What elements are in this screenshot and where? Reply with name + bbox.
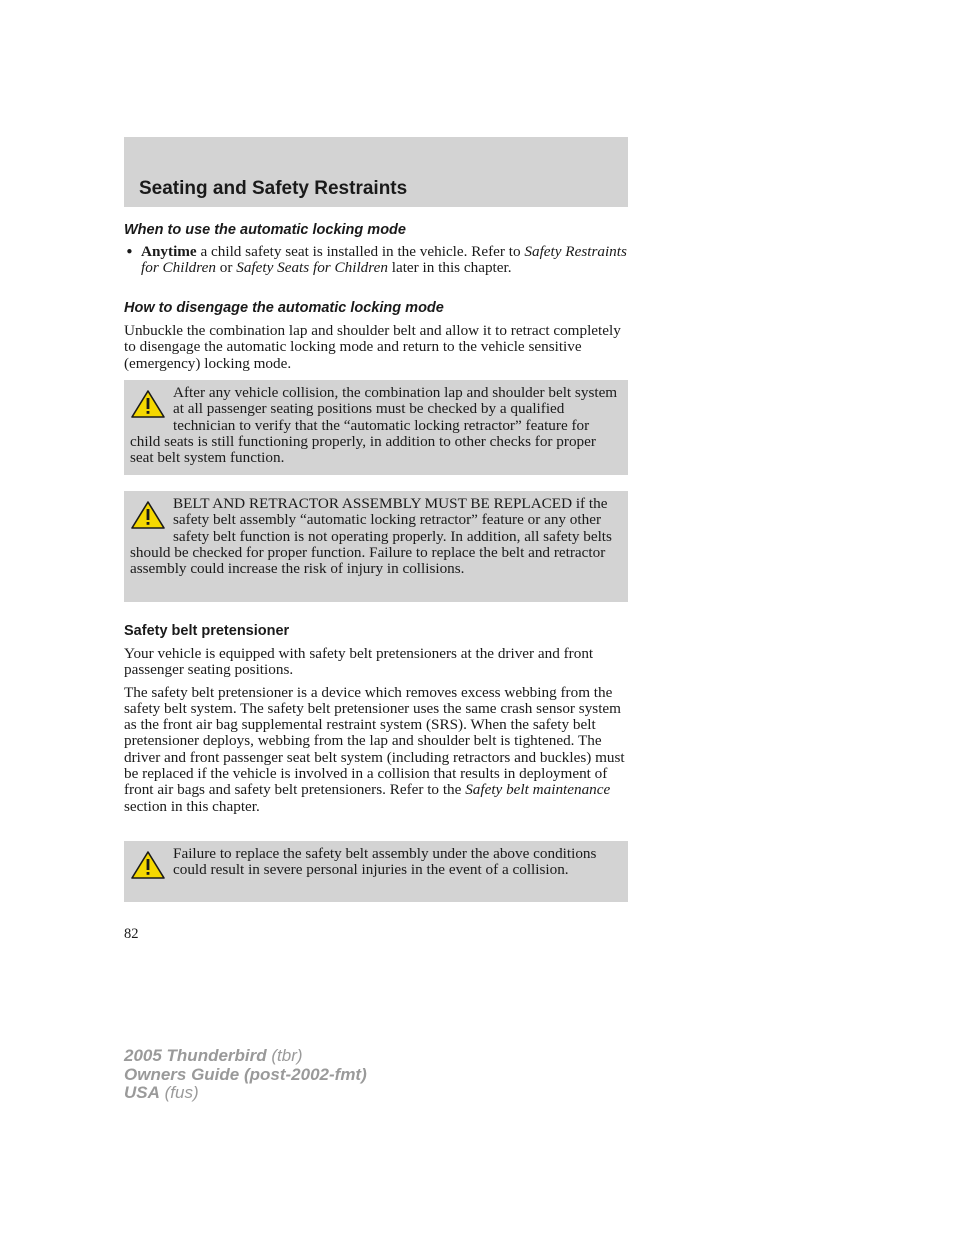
page-title: Seating and Safety Restraints	[139, 178, 408, 199]
warning-box	[124, 491, 628, 602]
footer-line: Owners Guide (post-2002-fmt)	[124, 1064, 367, 1084]
footer-line: 2005 Thunderbird (tbr)	[124, 1046, 303, 1065]
bullet-icon: •	[125, 243, 134, 261]
page-number: 82	[124, 926, 139, 942]
cross-reference: Safety belt maintenance	[465, 781, 611, 799]
paragraph: Unbuckle the combination lap and shoulder belt and allow it to retract completely to disengage the automatic locking mode and return to the vehicle sensitive (emergency) locking mode.	[124, 322, 621, 372]
bullet-lead: Anytime	[141, 243, 197, 260]
list-item	[124, 244, 628, 277]
warning-text: Failure to replace the safety belt assembly under the above conditions could result in severe personal injuries in the event of a collision.	[173, 845, 597, 879]
bullet-text: Anytime a child safety seat is installed in the vehicle. Refer to Safety Restraints for Children or Safety Seats for Children later in this chapter.	[141, 243, 627, 277]
section-header-band	[124, 137, 628, 207]
warning-box	[124, 380, 628, 475]
warning-box	[124, 841, 628, 902]
warning-triangle-icon	[130, 850, 166, 880]
warning-text: BELT AND RETRACTOR ASSEMBLY MUST BE REPLACED if the safety belt assembly “automatic locking retractor” feature or any other safety belt function is not operating properly. In addition, all safety belts should be checked for proper function. Failure to replace the belt and retractor assembly could increase the risk of injury in collisions.	[130, 495, 612, 578]
warning-triangle-icon	[130, 500, 166, 530]
cross-reference: Safety Restraints for Children	[141, 243, 627, 277]
paragraph: The safety belt pretensioner is a device which removes excess webbing from the safety belt system. The safety belt pretensioner uses the same crash sensor system as the front air bag supplemental restraint system (SRS). When the safety belt pretensioner deploys, webbing from the lap and shoulder belt is tightened. The driver and front passenger seat belt system (including retractors and buckles) must be replaced if the vehicle is involved in a collision that results in deployment of front air bags and safety belt pretensioners. Refer to the Safety belt maintenance section in this chapter.	[124, 683, 625, 815]
section-automatic-locking-when	[124, 221, 628, 277]
section-automatic-locking-disengage	[124, 299, 628, 372]
warning-text: After any vehicle collision, the combination lap and shoulder belt system at all passenger seating positions must be checked by a qualified technician to verify that the “automatic locking retractor” feature for child seats is still functioning properly, in addition to other checks for proper seat belt system function.	[130, 384, 618, 467]
section-heading: Safety belt pretensioner	[124, 623, 290, 639]
paragraph: Your vehicle is equipped with safety belt pretensioners at the driver and front passenger seating positions.	[124, 645, 594, 679]
document-footer	[124, 1047, 367, 1103]
section-heading: How to disengage the automatic locking mode	[124, 300, 444, 316]
cross-reference: Safety Seats for Children	[236, 259, 388, 277]
footer-line: USA (fus)	[124, 1083, 199, 1102]
section-pretensioner	[124, 622, 628, 815]
warning-triangle-icon	[130, 389, 166, 419]
section-heading: When to use the automatic locking mode	[124, 222, 406, 238]
